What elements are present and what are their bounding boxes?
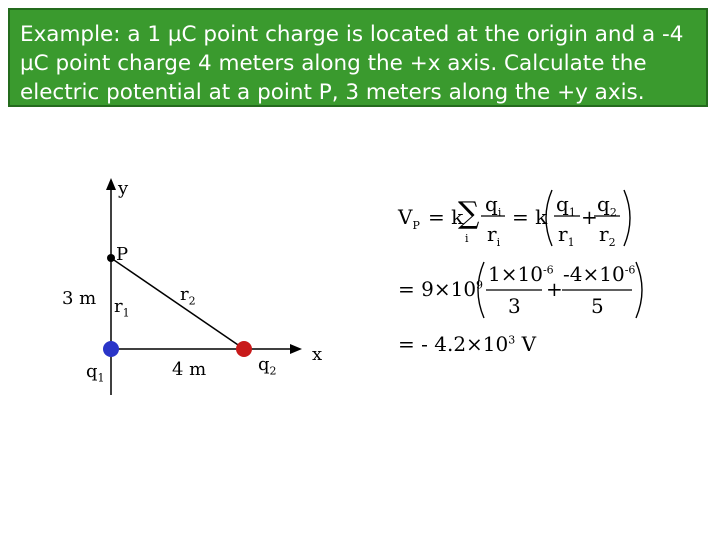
l3-unit: V (521, 332, 537, 356)
q2-base: q (258, 354, 270, 375)
l1-t2-num (597, 192, 617, 219)
l1-frac-den (487, 222, 500, 249)
l1-t1-num-sub: 1 (568, 206, 576, 219)
x-axis-label: x (312, 344, 323, 365)
q2-sub: 2 (269, 364, 277, 378)
q1-sub: 1 (97, 371, 105, 385)
q1-base: q (86, 361, 98, 382)
l2-t1-num-base: 1×10 (488, 262, 543, 286)
l1-eq-k: = k (428, 205, 464, 229)
l2-close-paren (636, 262, 642, 318)
y-axis-label: y (118, 178, 129, 199)
r1-base: r (114, 296, 123, 317)
vp-lhs (398, 205, 420, 232)
r2-sub: 2 (188, 294, 196, 308)
l1-t1-den-sub: 1 (567, 236, 575, 249)
l2-plus: + (546, 277, 563, 301)
l1-t2-den-sub: 2 (608, 236, 616, 249)
l1-close-paren (624, 190, 630, 246)
l1-t1-num (556, 192, 576, 219)
l2-t1-num-exp: -6 (542, 263, 554, 277)
l1-t1-den-base: r (558, 222, 568, 246)
l1-eq-k2: = k (512, 205, 548, 229)
l2-t2-num-exp: -6 (624, 263, 636, 277)
l1-frac-num (485, 192, 501, 219)
point-p-label: P (116, 244, 129, 265)
l1-frac-den-sub: i (496, 236, 501, 249)
l1-t2-num-base: q (597, 192, 610, 216)
l2-t2-den: 5 (591, 294, 604, 318)
r2-base: r (180, 284, 189, 305)
l1-t2-den-base: r (599, 222, 609, 246)
l1-frac-num-base: q (485, 192, 498, 216)
l3-eq: = - 4.2×10 (398, 332, 509, 356)
l1-t2-den (599, 222, 616, 249)
l1-frac-den-base: r (487, 222, 497, 246)
l2-t1-num (488, 262, 554, 286)
r1-sub: 1 (122, 306, 130, 320)
l2-t2-num-base: -4×10 (563, 262, 625, 286)
vp-sub: P (412, 219, 420, 232)
sum-symbol: ∑ (458, 196, 480, 231)
l2-t1-den: 3 (508, 294, 521, 318)
problem-statement: Example: a 1 µC point charge is located at the origin and a -4 µC point charge 4 meters along the +x axis. Calculate the electric potential at a point P, 3 meters along the +y axis. (20, 22, 684, 105)
l1-t1-den (558, 222, 575, 249)
side-3m-label: 3 m (62, 288, 97, 309)
l1-t2-num-sub: 2 (609, 206, 617, 219)
l3-exp: 3 (508, 333, 516, 347)
l1-t1-num-base: q (556, 192, 569, 216)
l2-prefix (398, 277, 483, 301)
l3-result (398, 332, 536, 356)
l2-eq: = 9×10 (398, 277, 477, 301)
l2-eq-exp: 9 (476, 278, 484, 292)
vp-base: V (398, 205, 413, 229)
l1-frac-num-sub: i (497, 206, 502, 219)
sum-index: i (465, 232, 469, 245)
l1-plus: + (581, 205, 598, 229)
side-4m-label: 4 m (172, 359, 207, 380)
l2-t2-num (563, 262, 635, 286)
